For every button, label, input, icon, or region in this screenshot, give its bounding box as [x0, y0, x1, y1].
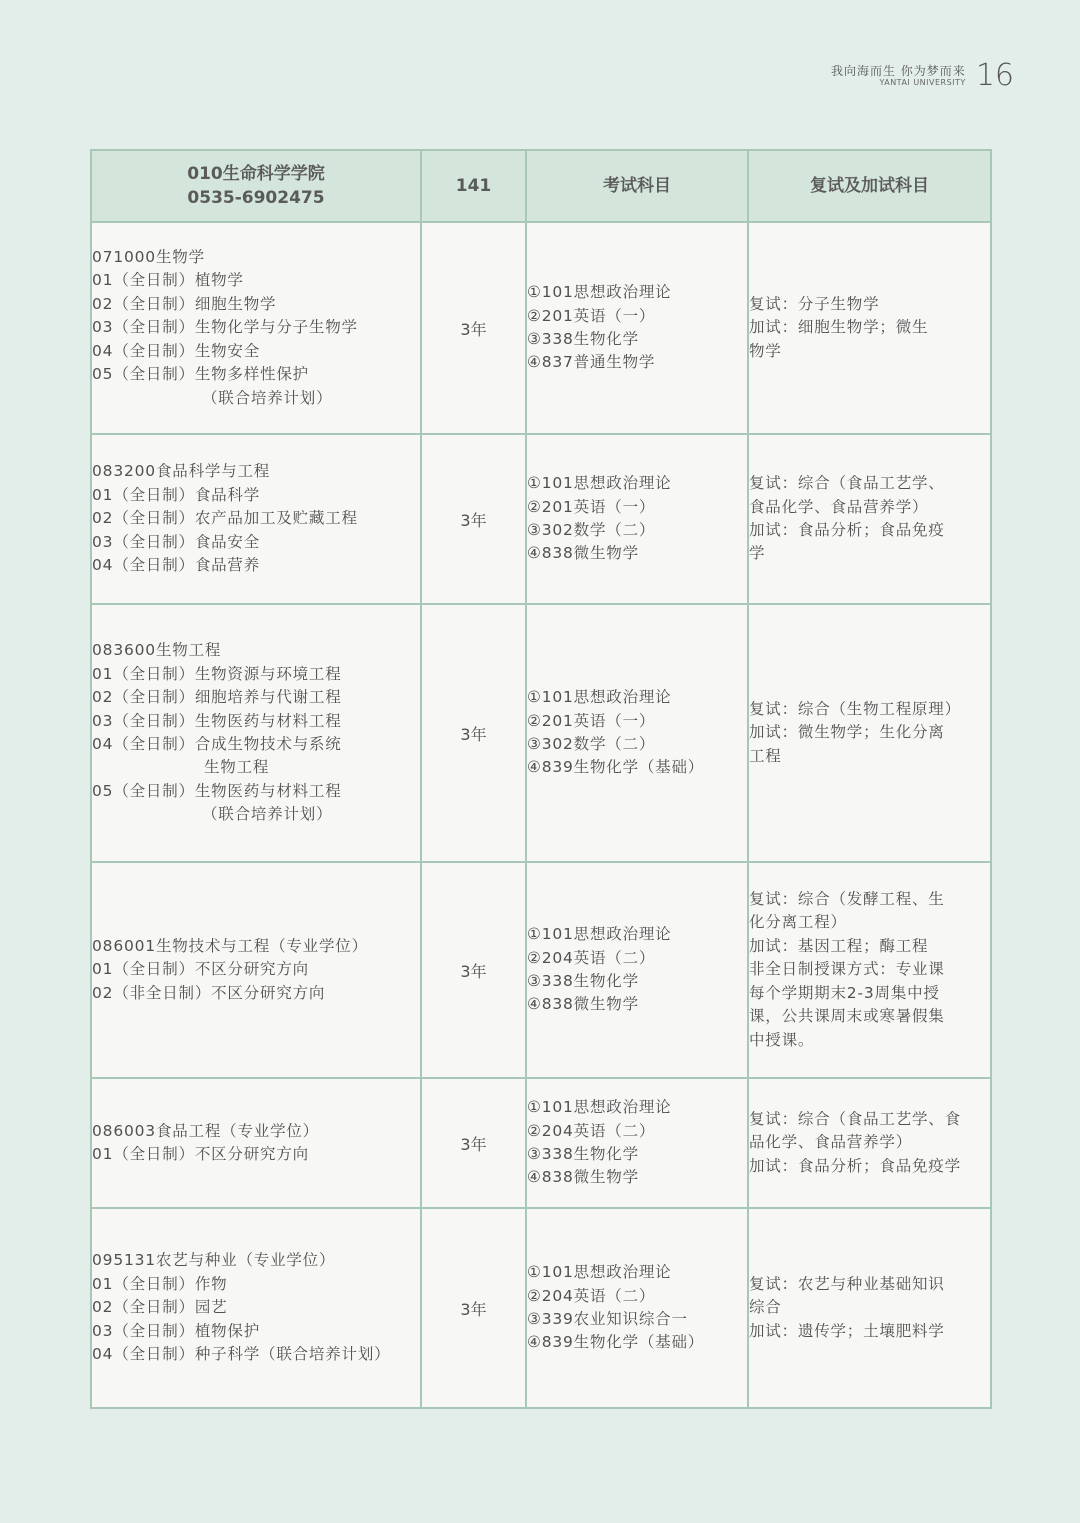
retest-cell [748, 434, 991, 604]
direction-list [92, 1143, 420, 1166]
retest-line: 复试：分子生物学 [749, 294, 880, 313]
exam-list [527, 1261, 747, 1355]
retest-cell [748, 222, 991, 434]
direction-list [92, 663, 420, 757]
table-row [91, 1208, 991, 1408]
retest-list [749, 293, 990, 363]
exam-cell [526, 862, 748, 1078]
header-retest-subjects: 复试及加试科目 [748, 150, 991, 222]
exam-cell [526, 1208, 748, 1408]
retest-line: 化分离工程） [749, 913, 847, 932]
direction-item: 03（全日制）生物化学与分子生物学 [92, 318, 358, 337]
retest-line: 加试：微生物学；生化分离 [749, 723, 945, 742]
retest-line: 物学 [749, 341, 782, 360]
direction-continuation: （联合培养计划） [202, 388, 333, 407]
slogan: 我向海而生 你为梦而来 [830, 64, 966, 78]
table-row [91, 1078, 991, 1208]
table-row [91, 222, 991, 434]
direction-item: 04（全日制）种子科学（联合培养计划） [92, 1345, 391, 1364]
exam-item: ③302数学（二） [527, 521, 656, 539]
exam-item: ②204英语（二） [527, 1121, 656, 1140]
direction-item: 02（全日制）农产品加工及贮藏工程 [92, 509, 358, 528]
exam-item: ③338生物化学 [527, 330, 639, 348]
header-college [91, 150, 421, 222]
table-row [91, 604, 991, 862]
exam-item: ②201英语（一） [527, 711, 656, 730]
exam-item: ①101思想政治理论 [527, 1098, 672, 1117]
retest-line: 综合 [749, 1298, 782, 1317]
college-name: 010生命科学学院 [187, 164, 325, 184]
major-name: 083200食品科学与工程 [92, 462, 271, 481]
major-name: 071000生物学 [92, 248, 205, 267]
exam-item: ④838微生物学 [527, 995, 639, 1014]
exam-cell [526, 222, 748, 434]
direction-item: 01（全日制）不区分研究方向 [92, 1145, 309, 1163]
header-exam-subjects: 考试科目 [526, 150, 748, 222]
exam-item: ④839生物化学（基础） [527, 758, 705, 777]
table-row [91, 862, 991, 1078]
years-cell: 3年 [421, 1078, 526, 1208]
retest-line: 加试：食品分析；食品免疫 [749, 521, 945, 539]
retest-cell [748, 1208, 991, 1408]
retest-line: 加试：食品分析；食品免疫学 [749, 1156, 961, 1175]
major-cell [91, 434, 421, 604]
exam-cell [526, 1078, 748, 1208]
direction-list [92, 1273, 420, 1367]
retest-line: 加试：基因工程；酶工程 [749, 936, 929, 955]
exam-list [527, 686, 747, 780]
retest-line: 复试：综合（发酵工程、生 [749, 890, 945, 909]
retest-line: 每个学期期末2-3周集中授 [749, 983, 940, 1002]
page-header [831, 60, 1014, 92]
direction-item: 04（全日制）生物安全 [92, 341, 261, 360]
retest-line: 品化学、食品营养学） [749, 1133, 913, 1152]
years-cell: 3年 [421, 862, 526, 1078]
retest-line: 课，公共课周末或寒暑假集 [749, 1007, 945, 1026]
major-cell [91, 604, 421, 862]
retest-line: 复试：综合（食品工艺学、 [749, 474, 945, 493]
exam-item: ①101思想政治理论 [527, 474, 672, 493]
exam-item: ③338生物化学 [527, 1145, 639, 1163]
major-cell [91, 1078, 421, 1208]
retest-line: 加试：细胞生物学；微生 [749, 318, 929, 337]
direction-item: 04（全日制）合成生物技术与系统 [92, 735, 342, 753]
direction-item: 01（全日制）食品科学 [92, 485, 261, 504]
exam-cell [526, 434, 748, 604]
direction-item: 01（全日制）植物学 [92, 271, 244, 290]
direction-list [92, 958, 420, 1005]
direction-item: 03（全日制）食品安全 [92, 532, 261, 551]
exam-item: ①101思想政治理论 [527, 283, 672, 302]
exam-item: ①101思想政治理论 [527, 688, 672, 707]
major-name: 083600生物工程 [92, 641, 222, 660]
major-cell [91, 1208, 421, 1408]
retest-list [749, 888, 990, 1052]
major-cell [91, 222, 421, 434]
direction-item: 02（全日制）园艺 [92, 1298, 228, 1317]
direction-item: 01（全日制）作物 [92, 1274, 228, 1293]
direction-item: 01（全日制）生物资源与环境工程 [92, 664, 342, 683]
header-text [831, 64, 966, 88]
years-cell: 3年 [421, 434, 526, 604]
direction-item: 02（全日制）细胞生物学 [92, 294, 277, 313]
retest-cell [748, 604, 991, 862]
major-name: 086001生物技术与工程（专业学位） [92, 936, 368, 955]
major-cell [91, 862, 421, 1078]
direction-item: 03（全日制）植物保护 [92, 1321, 261, 1340]
years-cell: 3年 [421, 1208, 526, 1408]
exam-item: ③302数学（二） [527, 735, 656, 753]
retest-cell [748, 1078, 991, 1208]
table-row [91, 434, 991, 604]
programs-table [90, 149, 992, 1409]
college-phone: 0535-6902475 [187, 188, 325, 208]
table-header-row [91, 150, 991, 222]
header-quota: 141 [421, 150, 526, 222]
retest-line: 复试：综合（食品工艺学、食 [749, 1109, 961, 1128]
direction-list [92, 269, 420, 386]
page-number: 16 [975, 58, 1014, 93]
exam-item: ③338生物化学 [527, 972, 639, 990]
retest-list [749, 1273, 990, 1343]
exam-list [527, 1096, 747, 1190]
exam-item: ③339农业知识综合一 [527, 1310, 688, 1328]
direction-list [92, 780, 420, 803]
retest-line: 中授课。 [749, 1030, 815, 1049]
retest-cell [748, 862, 991, 1078]
direction-item: 05（全日制）生物多样性保护 [92, 365, 309, 384]
direction-continuation: 生物工程 [204, 758, 270, 777]
exam-item: ②201英语（一） [527, 497, 656, 516]
direction-continuation: （联合培养计划） [202, 805, 333, 824]
exam-item: ①101思想政治理论 [527, 1263, 672, 1282]
major-name: 086003食品工程（专业学位） [92, 1121, 319, 1140]
exam-item: ②204英语（二） [527, 1286, 656, 1305]
retest-list [749, 472, 990, 566]
retest-line: 非全日制授课方式：专业课 [749, 960, 945, 979]
exam-item: ④838微生物学 [527, 544, 639, 563]
direction-item: 01（全日制）不区分研究方向 [92, 960, 309, 979]
exam-item: ②204英语（二） [527, 948, 656, 967]
exam-item: ①101思想政治理论 [527, 925, 672, 944]
direction-item: 04（全日制）食品营养 [92, 556, 261, 575]
direction-item: 02（非全日制）不区分研究方向 [92, 983, 326, 1002]
retest-line: 复试：综合（生物工程原理） [749, 699, 961, 718]
exam-list [527, 281, 747, 375]
university-name: YANTAI UNIVERSITY [879, 78, 966, 87]
exam-list [527, 923, 747, 1017]
years-cell: 3年 [421, 222, 526, 434]
exam-item: ②201英语（一） [527, 306, 656, 325]
retest-list [749, 1108, 990, 1178]
exam-item: ④839生物化学（基础） [527, 1333, 705, 1352]
major-name: 095131农艺与种业（专业学位） [92, 1251, 336, 1270]
direction-item: 05（全日制）生物医药与材料工程 [92, 781, 342, 800]
years-cell: 3年 [421, 604, 526, 862]
exam-cell [526, 604, 748, 862]
direction-list [92, 484, 420, 578]
retest-line: 加试：遗传学；土壤肥料学 [749, 1321, 945, 1340]
exam-item: ④837普通生物学 [527, 353, 656, 372]
retest-line: 食品化学、食品营养学） [749, 497, 929, 516]
retest-list [749, 698, 990, 768]
exam-list [527, 472, 747, 566]
retest-line: 学 [749, 544, 766, 563]
retest-line: 工程 [749, 746, 782, 765]
retest-line: 复试：农艺与种业基础知识 [749, 1274, 945, 1293]
direction-item: 03（全日制）生物医药与材料工程 [92, 711, 342, 730]
direction-item: 02（全日制）细胞培养与代谢工程 [92, 688, 342, 707]
exam-item: ④838微生物学 [527, 1168, 639, 1187]
